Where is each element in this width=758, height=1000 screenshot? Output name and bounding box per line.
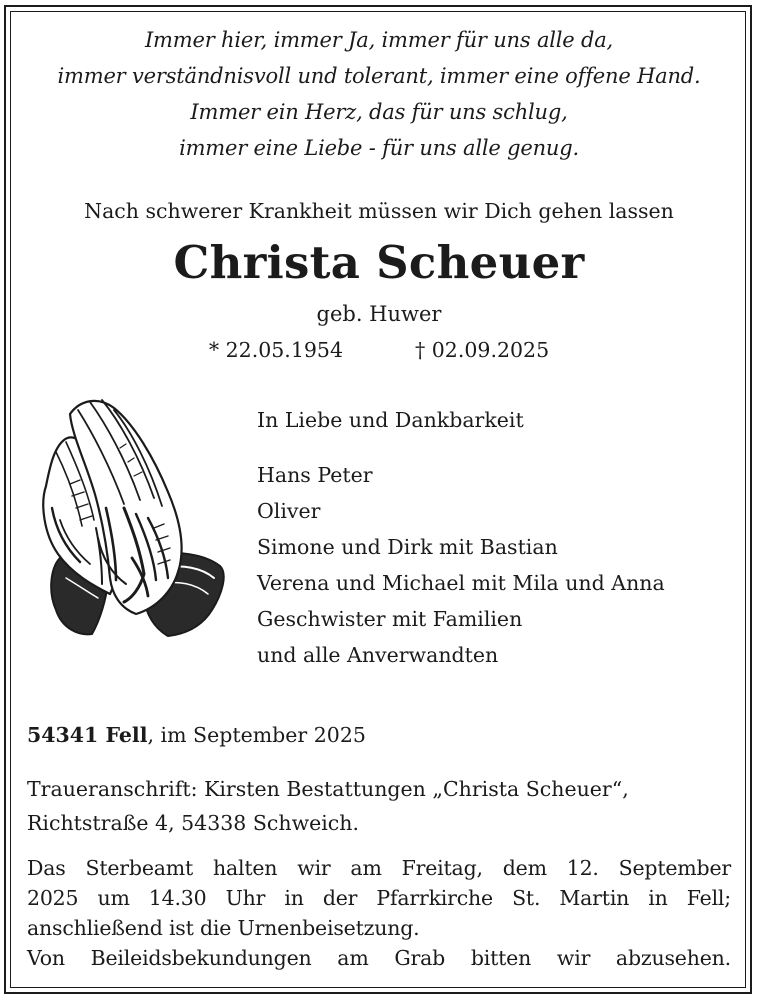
poem-line: immer eine Liebe - für uns alle genug.	[179, 136, 579, 160]
mourner-name: Geschwister mit Familien	[257, 607, 523, 631]
address-line: Richtstraße 4, 54338 Schweich.	[27, 811, 360, 835]
praying-hands-icon	[36, 388, 232, 654]
poem-line: Immer ein Herz, das für uns schlug,	[190, 100, 568, 124]
deceased-name: Christa Scheuer	[173, 236, 585, 289]
mourners-heading: In Liebe und Dankbarkeit	[257, 408, 524, 432]
intro-text: Nach schwerer Krankheit müssen wir Dich gehen lassen	[84, 199, 674, 223]
poem-line: Immer hier, immer Ja, immer für uns alle da,	[144, 28, 614, 52]
place-date	[27, 717, 366, 753]
place-location: 54341 Fell	[27, 723, 148, 747]
service-info	[27, 853, 731, 973]
mourner-name: Simone und Dirk mit Bastian	[257, 535, 558, 559]
mourners-list	[257, 402, 665, 673]
poem-line: immer verständnisvoll und tolerant, immer eine offene Hand.	[57, 64, 701, 88]
service-line: 2025 um 14.30 Uhr in der Pfarrkirche St. Martin in Fell;	[27, 886, 731, 910]
birth-date: * 22.05.1954	[208, 338, 343, 362]
service-line: Das Sterbeamt halten wir am Freitag, dem 12. September	[27, 856, 731, 880]
address-line: Traueranschrift: Kirsten Bestattungen „Christa Scheuer“,	[27, 777, 629, 801]
mourner-name: Verena und Michael mit Mila und Anna	[257, 571, 665, 595]
poem	[12, 22, 746, 166]
maiden-name: geb. Huwer	[316, 302, 442, 326]
mourner-name: und alle Anverwandten	[257, 643, 499, 667]
mourning-address	[27, 772, 629, 840]
mourner-name: Hans Peter	[257, 463, 373, 487]
mourner-name: Oliver	[257, 499, 321, 523]
place-date-text: , im September 2025	[147, 723, 366, 747]
death-date: † 02.09.2025	[415, 338, 550, 362]
service-line: anschließend ist die Urnenbeisetzung.	[27, 916, 420, 940]
life-dates	[12, 333, 746, 367]
service-line: Von Beileidsbekundungen am Grab bitten wir abzusehen.	[27, 946, 731, 970]
